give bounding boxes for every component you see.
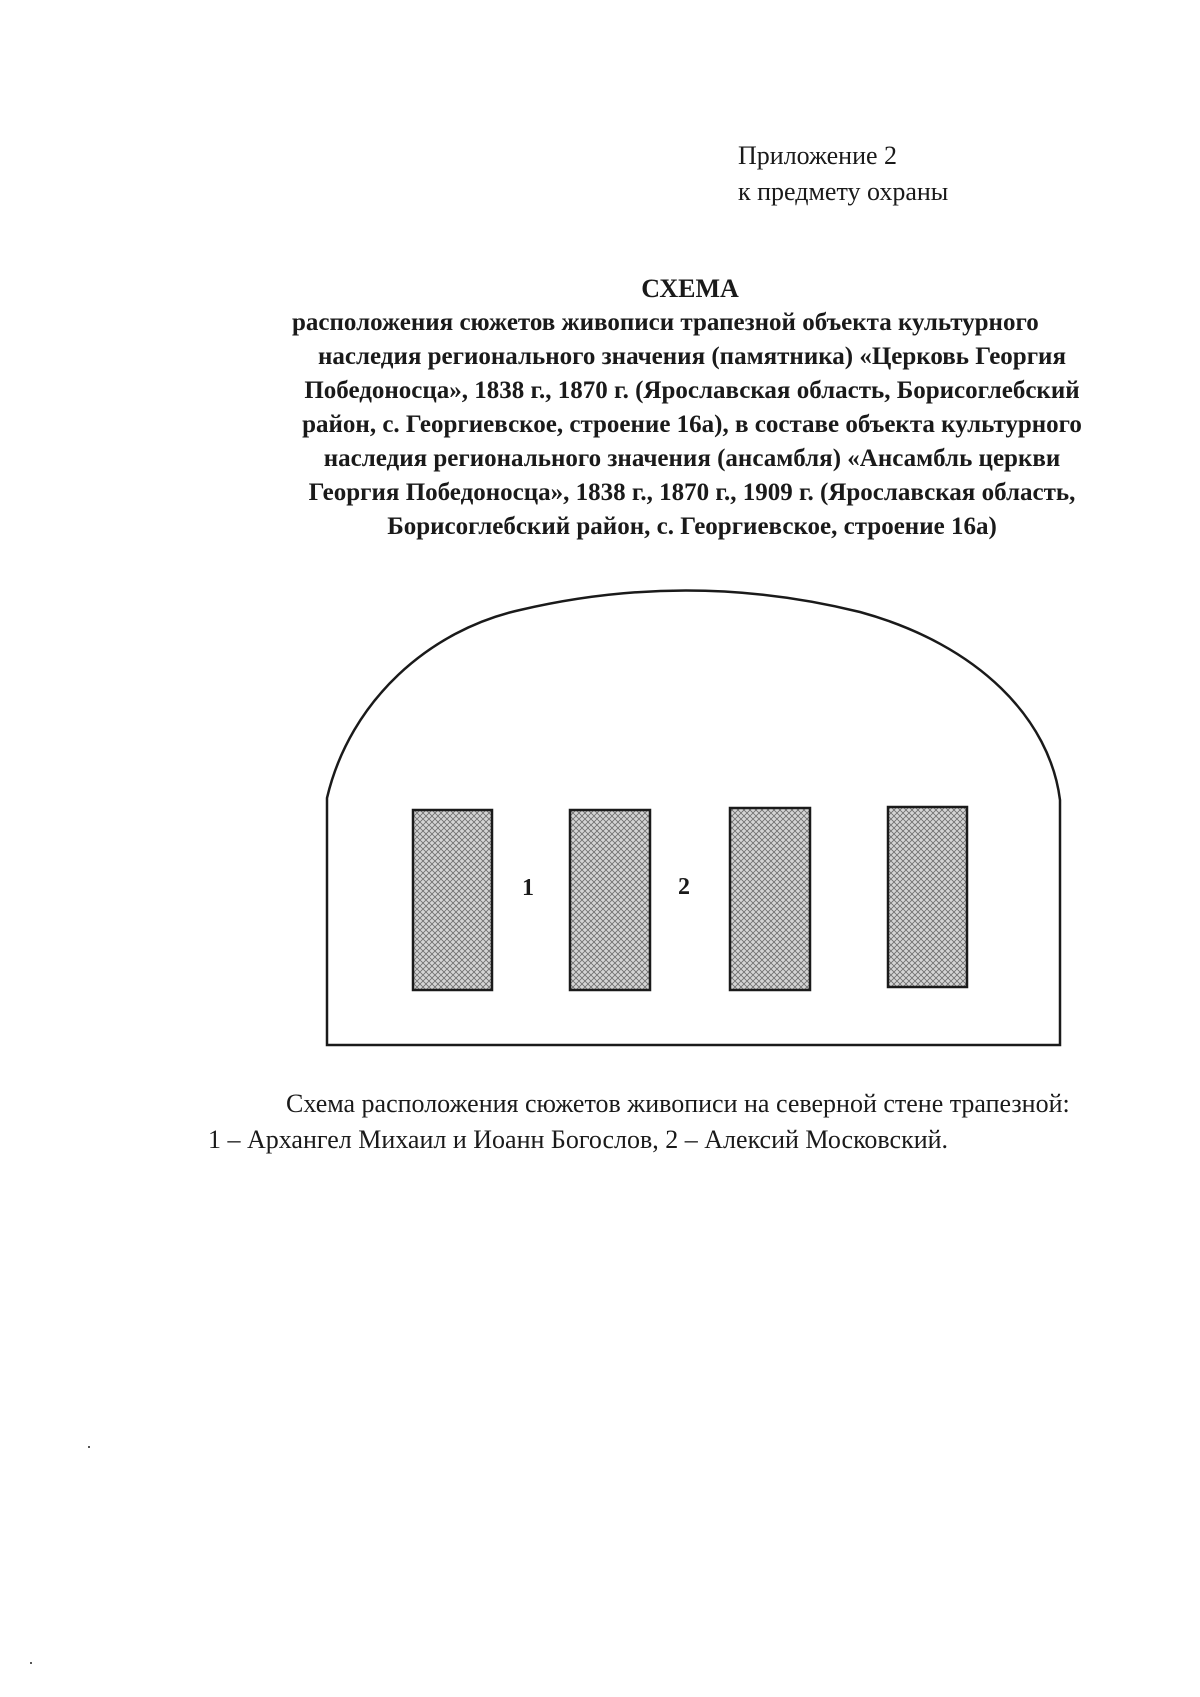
subtitle-line: район, с. Георгиевское, строение 16а), в составе объекта культурного bbox=[302, 411, 1082, 438]
subtitle-line: Победоносца», 1838 г., 1870 г. (Ярославская область, Борисоглебский bbox=[304, 377, 1080, 404]
scan-speck bbox=[88, 1446, 90, 1448]
subtitle-line: Борисоглебский район, с. Георгиевское, строение 16а) bbox=[387, 513, 997, 540]
subtitle-line: расположения сюжетов живописи трапезной объекта культурного bbox=[292, 309, 1039, 336]
subject-label-2: 2 bbox=[678, 874, 690, 900]
painting-panel bbox=[413, 810, 492, 990]
scheme-caption bbox=[208, 1086, 1168, 1158]
appendix-subject: к предмету охраны bbox=[738, 177, 949, 206]
appendix-number: Приложение 2 bbox=[738, 141, 898, 170]
painting-panel bbox=[888, 807, 967, 987]
subject-label-1: 1 bbox=[522, 875, 534, 901]
subtitle-line: Георгия Победоносца», 1838 г., 1870 г., 1909 г. (Ярославская область, bbox=[308, 479, 1076, 506]
subtitle-line: наследия регионального значения (ансамбля) «Ансамбль церкви bbox=[323, 445, 1061, 472]
painting-panel bbox=[730, 808, 810, 990]
caption-line: 1 – Архангел Михаил и Иоанн Богослов, 2 – Алексий Московский. bbox=[208, 1125, 949, 1154]
subtitle-line: наследия регионального значения (памятника) «Церковь Георгия bbox=[318, 343, 1066, 370]
scan-speck bbox=[30, 1662, 32, 1664]
document-title: СХЕМА bbox=[641, 274, 739, 303]
caption-line: Схема расположения сюжетов живописи на северной стене трапезной: bbox=[286, 1089, 1070, 1118]
painting-panel bbox=[570, 810, 650, 990]
